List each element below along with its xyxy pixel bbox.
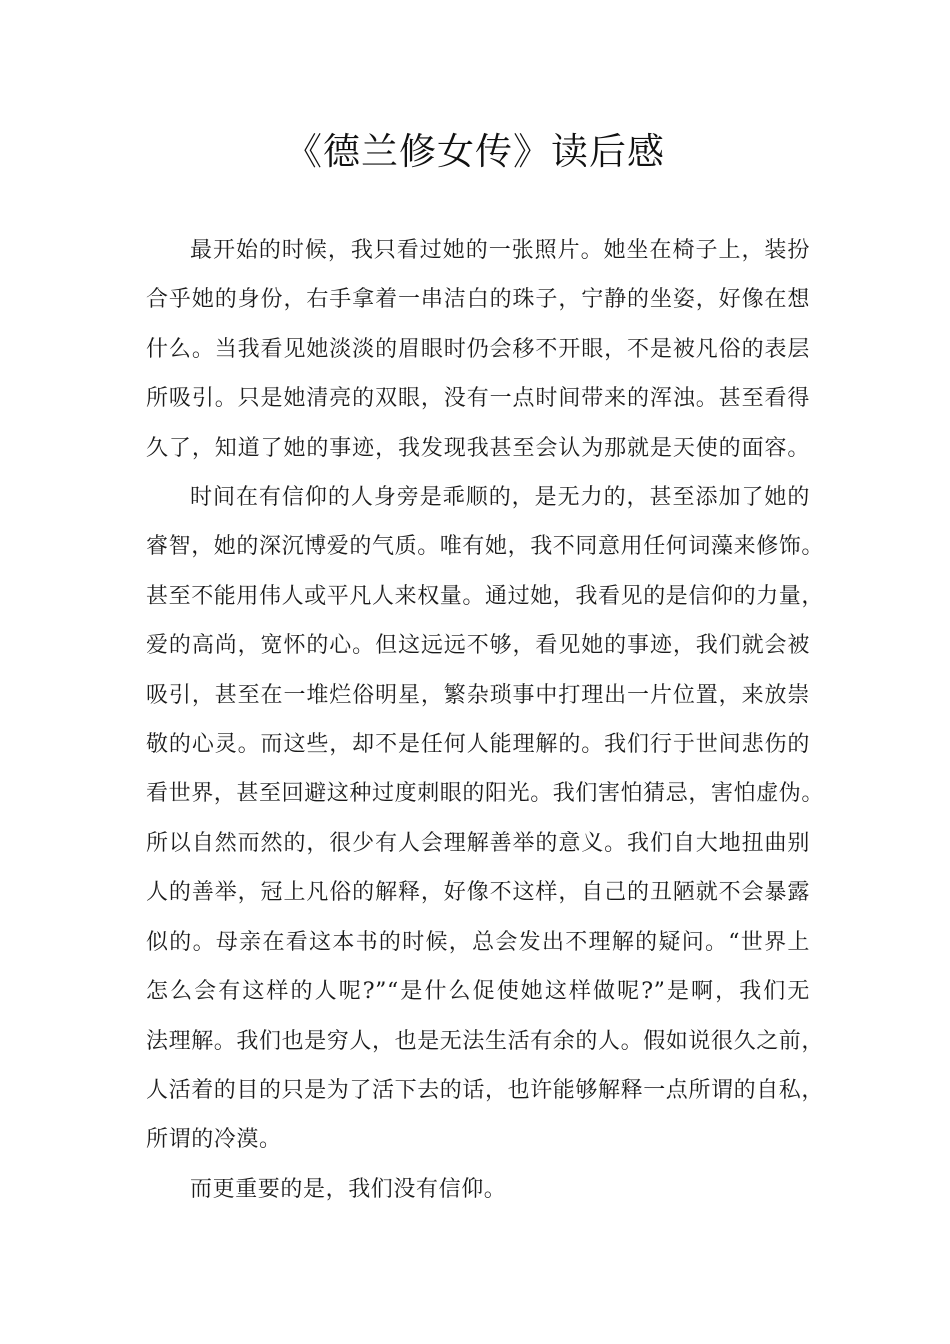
document-title: 《德兰修女传》读后感	[285, 130, 665, 173]
text-line: 法理解。我们也是穷人，也是无法生活有余的人。假如说很久之前，	[146, 1028, 825, 1054]
text-line: 所谓的冷漠。	[146, 1127, 282, 1153]
text-line: 似的。母亲在看这本书的时候，总会发出不理解的疑问。“世界上	[146, 929, 810, 955]
text-line: 吸引，甚至在一堆烂俗明星，繁杂琐事中打理出一片位置，来放崇	[146, 682, 810, 708]
text-line: 时间在有信仰的人身旁是乖顺的，是无力的，甚至添加了她的	[190, 485, 810, 511]
text-line: 合乎她的身份，右手拿着一串洁白的珠子，宁静的坐姿，好像在想	[146, 287, 810, 313]
text-line: 看世界，甚至回避这种过度刺眼的阳光。我们害怕猜忌，害怕虚伪。	[146, 781, 825, 807]
text-line: 什么。当我看见她淡淡的眉眼时仍会移不开眼，不是被凡俗的表层	[146, 336, 810, 362]
text-line: 而更重要的是，我们没有信仰。	[190, 1176, 507, 1202]
text-line: 甚至不能用伟人或平凡人来权量。通过她，我看见的是信仰的力量，	[146, 583, 825, 609]
text-line: 怎么会有这样的人呢?”“是什么促使她这样做呢?”是啊，我们无	[146, 979, 810, 1005]
text-line: 爱的高尚，宽怀的心。但这远远不够，看见她的事迹，我们就会被	[146, 633, 810, 659]
paragraph-2	[146, 473, 825, 1165]
text-line: 人的善举，冠上凡俗的解释，好像不这样，自己的丑陋就不会暴露	[146, 880, 810, 906]
text-line: 最开始的时候，我只看过她的一张照片。她坐在椅子上，装扮	[190, 238, 810, 263]
text-line: 久了，知道了她的事迹，我发现我甚至会认为那就是天使的面容。	[146, 435, 810, 461]
text-line: 所吸引。只是她清亮的双眼，没有一点时间带来的浑浊。甚至看得	[146, 386, 810, 412]
paragraph-1	[146, 226, 810, 473]
text-line: 人活着的目的只是为了活下去的话，也许能够解释一点所谓的自私，	[146, 1077, 825, 1103]
document-body	[146, 226, 825, 1214]
text-line: 睿智，她的深沉博爱的气质。唯有她，我不同意用任何词藻来修饰。	[146, 534, 825, 560]
text-line: 敬的心灵。而这些，却不是任何人能理解的。我们行于世间悲伤的	[146, 732, 810, 758]
text-line: 所以自然而然的，很少有人会理解善举的意义。我们自大地扭曲别	[146, 830, 810, 856]
paragraph-3	[146, 1165, 810, 1214]
